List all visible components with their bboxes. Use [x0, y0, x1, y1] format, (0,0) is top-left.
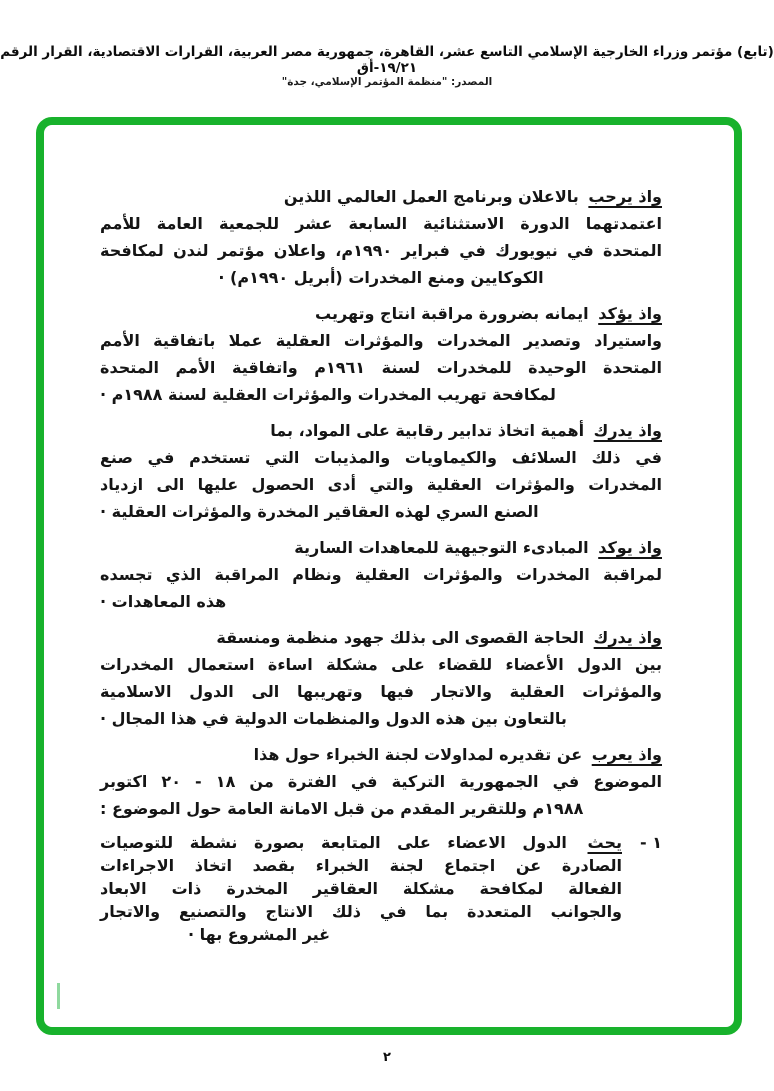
underlined-lead-phrase: واذ يعرب [591, 745, 662, 764]
paragraph-text: ايمانه بضرورة مراقبة انتاج وتهريب [315, 304, 589, 323]
paragraph-line: الكوكايين ومنع المخدرات (أبريل ١٩٩٠م) · [218, 268, 544, 287]
paragraph-text: بالاعلان وبرنامج العمل العالمي اللذين [283, 187, 579, 206]
paragraph-line: غير المشروع بها · [188, 925, 331, 944]
paragraph-4 [100, 534, 662, 615]
underlined-lead-phrase: واذ يؤكد [598, 304, 662, 323]
paragraph-3 [100, 417, 662, 525]
underlined-lead-phrase: واذ يوكد [598, 538, 662, 557]
paragraph-line: اعتمدتهما الدورة الاستثنائية السابعة عشر للجمعية العامة للأمم [100, 214, 662, 233]
paragraph-line: بالتعاون بين هذه الدول والمنظمات الدولية في هذا المجال · [100, 709, 567, 728]
paragraph-line [100, 183, 662, 210]
paragraph-text: المبادىء التوجيهية للمعاهدات السارية [294, 538, 589, 557]
paragraph-line [100, 741, 662, 768]
document-header-caption: (تابع) مؤتمر وزراء الخارجية الإسلامي التاسع عشر، القاهرة، جمهورية مصر العربية، القرارات الاقتصادية، القرار الرقم ١٩/٢١-أق [0, 44, 774, 76]
paragraph-line: والجوانب المتعددة بما في ذلك الانتاج والتصنيع والاتجار [100, 902, 622, 921]
paragraph-text: الدول الاعضاء على المتابعة بصورة نشطة للتوصيات [100, 833, 567, 852]
paragraph-text: الحاجة القصوى الى بذلك جهود منظمة ومنسقة [216, 628, 585, 647]
paragraph-2 [100, 300, 662, 408]
paragraph-line: واستيراد وتصدير المخدرات والمؤثرات العقلية عملا باتفاقية الأمم [100, 331, 662, 350]
paragraph-6 [100, 741, 662, 822]
paragraph-line: الصنع السري لهذه العقاقير المخدرة والمؤثرات العقلية · [100, 502, 539, 521]
paragraph-line: والمؤثرات العقلية والاتجار فيها وتهريبها الى الدول الاسلامية [100, 682, 662, 701]
item-number: ١ - [640, 833, 662, 852]
paragraph-line: في ذلك السلائف والكيماويات والمذيبات التي تستخدم في صنع [100, 448, 662, 467]
paragraph-line: المتحدة في نيويورك في فبراير ١٩٩٠م، واعلان مؤتمر لندن لمكافحة [100, 241, 662, 260]
paragraph-1 [100, 183, 662, 291]
paragraph-line: هذه المعاهدات · [100, 592, 227, 611]
paragraph-text: عن تقديره لمداولات لجنة الخبراء حول هذا [253, 745, 583, 764]
paragraph-line: بين الدول الأعضاء للقضاء على مشكلة اساءة استعمال المخدرات [100, 655, 662, 674]
margin-tick-mark [57, 983, 60, 1009]
underlined-lead-phrase: واذ يدرك [593, 421, 662, 440]
paragraph-line [100, 831, 622, 854]
paragraph-line: لمكافحة تهريب المخدرات والمؤثرات العقلية لسنة ١٩٨٨م · [100, 385, 556, 404]
underlined-lead-phrase: يحث [587, 833, 622, 852]
document-body [100, 183, 662, 946]
paragraph-line: الصادرة عن اجتماع لجنة الخبراء بقصد اتخاذ الاجراءات [100, 856, 622, 875]
paragraph-5 [100, 624, 662, 732]
paragraph-line [100, 300, 662, 327]
document-source-line: المصدر: "منظمة المؤتمر الإسلامي، جدة" [281, 76, 493, 88]
paragraph-line: لمراقبة المخدرات والمؤثرات العقلية ونظام المراقبة الذي تجسده [100, 565, 662, 584]
paragraph-line [100, 534, 662, 561]
item-text [100, 831, 622, 946]
page-number: ٢ [383, 1050, 391, 1065]
underlined-lead-phrase: واذ يرحب [588, 187, 662, 206]
underlined-lead-phrase: واذ يدرك [593, 628, 662, 647]
paragraph-line: الفعالة لمكافحة مشكلة العقاقير المخدرة ذات الابعاد [100, 879, 622, 898]
paragraph-line: ١٩٨٨م وللتقرير المقدم من قبل الامانة العامة حول الموضوع : [100, 799, 584, 818]
paragraph-line [100, 624, 662, 651]
paragraph-line [100, 417, 662, 444]
paragraph-line: المخدرات والمؤثرات العقلية والتي أدى الحصول عليها الى ازدياد [100, 475, 662, 494]
paragraph-line: المتحدة الوحيدة للمخدرات لسنة ١٩٦١م واتفاقية الأمم المتحدة [100, 358, 663, 377]
paragraph-line: الموضوع في الجمهورية التركية في الفترة من ١٨ - ٢٠ اكتوبر [100, 772, 663, 791]
numbered-item-1 [100, 831, 662, 946]
paragraph-text: أهمية اتخاذ تدابير رقابية على المواد، بما [270, 421, 585, 440]
